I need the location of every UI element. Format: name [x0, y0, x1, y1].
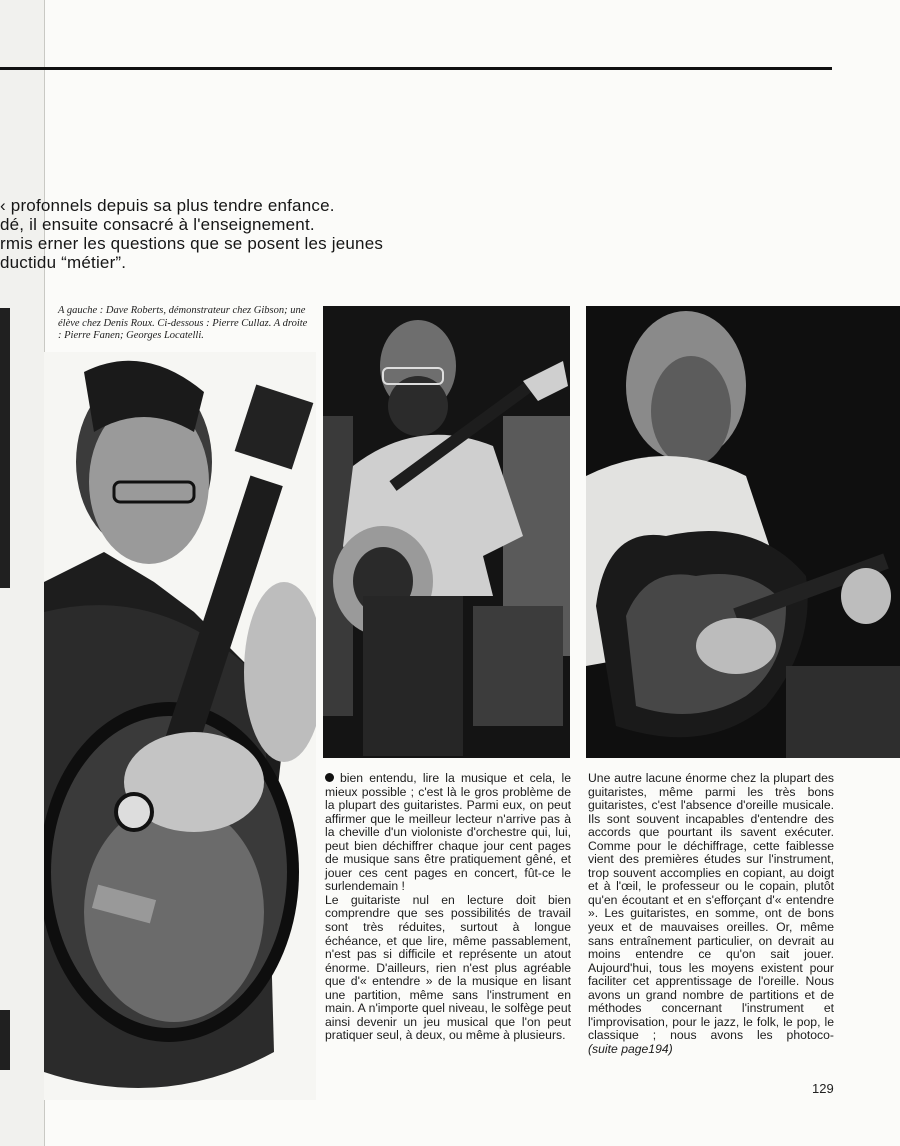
intro-text — [0, 196, 430, 272]
photo-pierre-cullaz — [323, 306, 570, 758]
article-column-left — [325, 772, 571, 1043]
article-paragraph — [588, 772, 834, 1056]
article-column-right — [588, 772, 834, 1056]
intro-line: ‹ profonnels depuis sa plus tendre enfance. — [0, 196, 335, 215]
intro-line: dé, il ensuite consacré à l'enseignement. — [0, 215, 315, 234]
adjacent-page-strip — [0, 308, 10, 588]
bullet-icon — [325, 773, 334, 782]
photo-pierre-fanen — [586, 306, 900, 758]
article-paragraph-text: bien entendu, lire la musique et cela, le mieux possible ; c'est là le gros problème de la plupart des guitaristes. Parmi eux, on peut affirmer que le meilleur lecteur n'arrive pas à la cheville d'un violoniste d'orchestre qui, lui, peut bien déchiffrer chaque jour cent pages de musique sans être pratiquement gêné, et jouer ces cent pages en concert, fût-ce le surlendemain ! — [325, 771, 571, 894]
photo-caption: A gauche : Dave Roberts, démonstrateur chez Gibson; une élève chez Denis Roux. Ci-dessous : Pierre Cullaz. A droite : Pierre Fanen; Georges Locatelli. — [58, 305, 308, 341]
article-paragraph-text: Une autre lacune énorme chez la plupart des guitaristes, même parmi les très bons guitaristes, c'est l'absence d'oreille musicale. Ils sont souvent incapables d'entendre des accords que pourtant ils savent exécuter. Comme pour le déchiffrage, cette faiblesse vient des premières études sur l'instrument, trop souvent accomplies en copiant, au doigt et à l'œil, le professeur ou le copain, plutôt qu'en écoutant et en s'efforçant d'« entendre ». Les guitaristes, en somme, ont de bons yeux et de mauvaises oreilles. Or, même sans entraînement particulier, on devrait au moins entendre ce qu'on sait jouer. Aujourd'hui, tous les moyens existent pour faciliter cet apprentissage de l'oreille. Nous avons un grand nombre de partitions et de méthodes concernant l'instrument et l'improvisation, pour le jazz, le folk, le pop, le classique ; nous avons les photoco- — [588, 771, 834, 1043]
guitarist-with-archtop-image — [44, 352, 316, 1100]
page-number: 129 — [812, 1081, 834, 1096]
article-paragraph — [325, 772, 571, 894]
page-spine — [0, 0, 45, 1146]
intro-line: rmis erner les questions que se posent les jeunes — [0, 234, 384, 253]
header-rule — [0, 67, 832, 70]
guitarist-with-semi-hollow-image — [586, 306, 900, 758]
guitarist-with-stratocaster-image — [323, 306, 570, 758]
adjacent-page-strip — [0, 1010, 10, 1070]
intro-line: ductidu “métier”. — [0, 253, 127, 272]
continuation-note: (suite page194) — [588, 1041, 673, 1056]
photo-dave-roberts — [44, 352, 316, 1100]
article-paragraph: Le guitariste nul en lecture doit bien comprendre que ses possibilités de travail sont très réduites, surtout à longue échéance, et que lire, même passablement, n'est pas si difficile et représente un atout énorme. D'ailleurs, rien n'est plus agréable que d'« entendre » de la musique en lisant une partition, même sans l'instrument en main. A n'importe quel niveau, le solfège peut ainsi devenir un jeu musical que l'on peut pratiquer seul, à deux, ou même à plusieurs. — [325, 892, 571, 1043]
